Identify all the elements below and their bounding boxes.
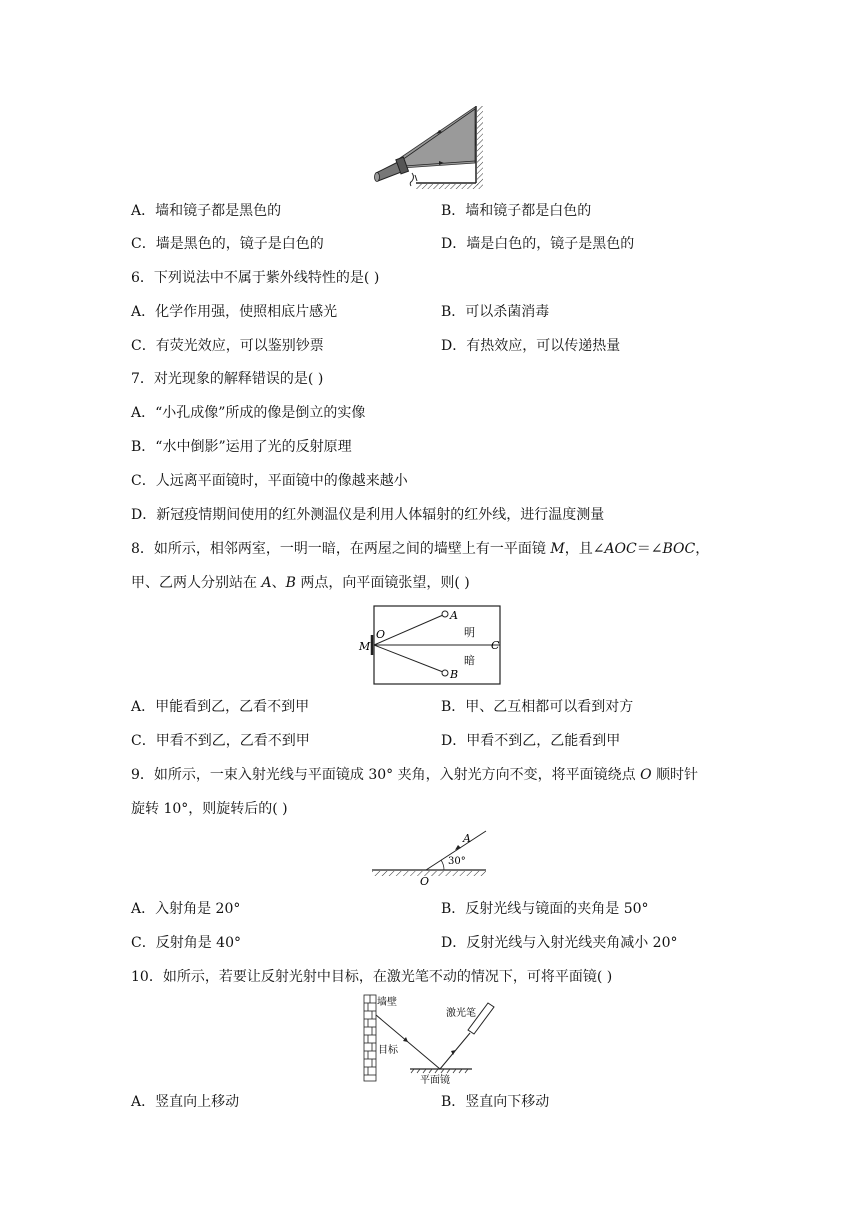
laser-wall-figure [360,993,502,1085]
label-o: O [420,875,430,888]
q7-option-d: D．新冠疫情期间使用的红外测温仪是利用人体辐射的红外线，进行温度测量 [131,507,605,523]
q6-option-b: B．可以杀菌消毒 [441,304,550,320]
q5-option-c: C．墙是黑色的，镜子是白色的 [131,236,324,252]
q9-stem-line2: 旋转 10°，则旋转后的( ) [131,801,288,817]
label-wall: 墙壁 [377,997,397,1008]
q10-option-a: A．竖直向上移动 [131,1094,240,1110]
label-m: M [359,640,371,653]
label-b: B [450,668,459,681]
q10-option-b: B．竖直向下移动 [441,1094,550,1110]
q8-option-b: B．甲、乙互相都可以看到对方 [441,699,634,715]
q7-option-c: C．人远离平面镜时，平面镜中的像越来越小 [131,473,408,489]
q7-option-b: B．“水中倒影”运用了光的反射原理 [131,439,352,455]
incident-ray-figure [368,826,492,888]
q10-stem: 10．如所示，若要让反射光射中目标，在激光笔不动的情况下，可将平面镜( ) [131,969,613,985]
label-c: C [491,639,500,652]
q8-option-d: D．甲看不到乙，乙能看到甲 [441,733,621,749]
label-a: A [450,609,458,622]
brick-wall [364,995,376,1081]
label-angle: 30° [448,856,466,867]
q9-option-a: A．入射角是 20° [131,901,241,917]
q9-stem-line1: 9．如所示，一束入射光线与平面镜成 30° 夹角，入射光方向不变，将平面镜绕点 O 顺时针 [131,767,699,783]
q9-option-d: D．反射光线与入射光线夹角减小 20° [441,935,678,951]
label-target: 目标 [378,1045,398,1056]
flashlight-mirror-figure [372,103,490,191]
q6-option-a: A．化学作用强，使照相底片感光 [131,304,338,320]
q8-stem-line1: 8．如所示，相邻两室，一明一暗，在两屋之间的墙壁上有一平面镜 M，且∠AOC＝∠BOC， [131,541,710,557]
label-a: A [463,832,471,845]
q6-option-c: C．有荧光效应，可以鉴别钞票 [131,338,324,354]
q7-option-a: A．“小孔成像”所成的像是倒立的实像 [131,405,366,421]
label-mirror: 平面镜 [420,1075,450,1085]
q5-option-d: D．墙是白色的，镜子是黑色的 [441,236,635,252]
rooms-mirror-figure [354,602,506,688]
q7-stem: 7．对光现象的解释错误的是( ) [131,371,324,387]
q8-stem-line2: 甲、乙两人分别站在 A、B 两点，向平面镜张望，则( ) [131,575,470,591]
q9-option-b: B．反射光线与镜面的夹角是 50° [441,901,649,917]
q5-option-a: A．墙和镜子都是黑色的 [131,203,282,219]
q9-option-c: C．反射角是 40° [131,935,241,951]
q5-option-b: B．墙和镜子都是白色的 [441,203,592,219]
q6-stem: 6．下列说法中不属于紫外线特性的是( ) [131,270,380,286]
label-o: O [376,628,386,641]
q8-option-c: C．甲看不到乙，乙看不到甲 [131,733,310,749]
label-laser-pen: 激光笔 [446,1008,476,1019]
q6-option-d: D．有热效应，可以传递热量 [441,338,621,354]
label-bright: 明 [464,626,475,639]
q8-option-a: A．甲能看到乙，乙看不到甲 [131,699,310,715]
label-dark: 暗 [464,654,475,667]
